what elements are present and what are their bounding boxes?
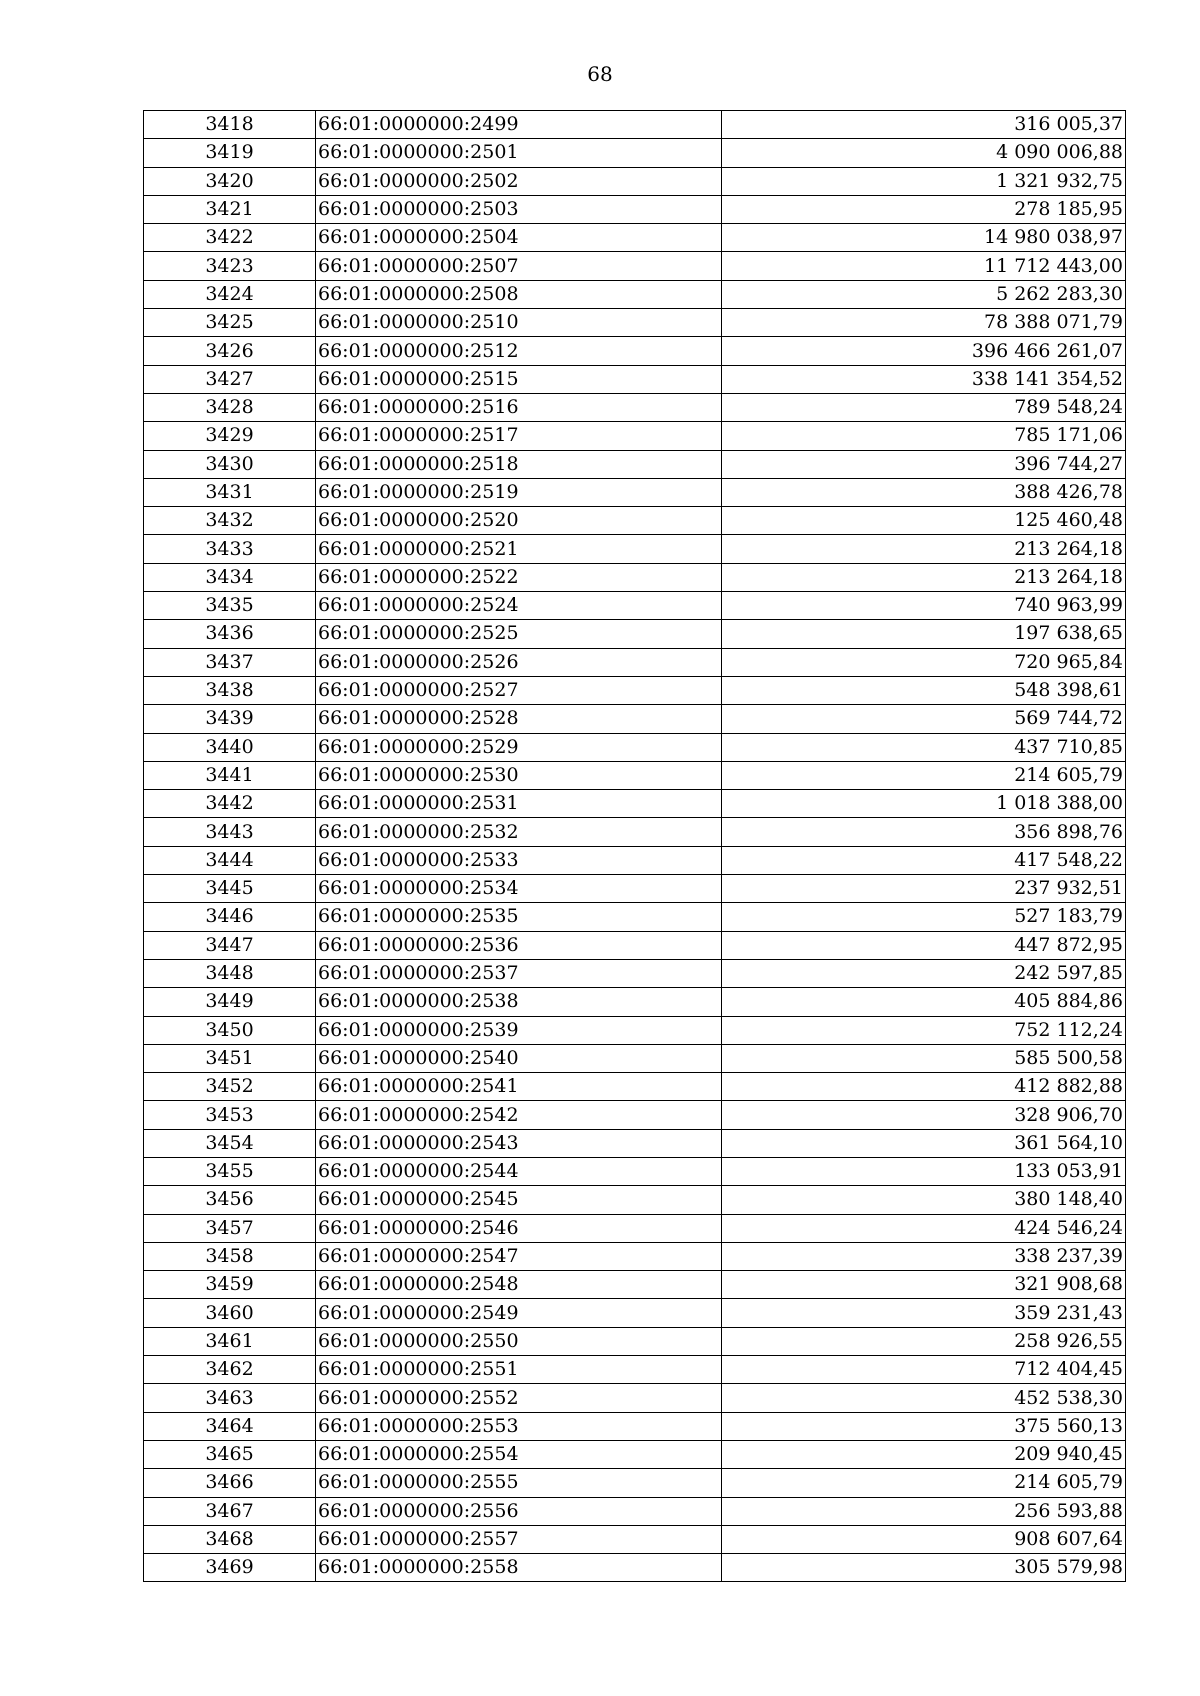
cadastral-number-cell: 66:01:0000000:2515 (316, 365, 722, 393)
cadastral-number-cell: 66:01:0000000:2532 (316, 818, 722, 846)
table-row (144, 931, 1126, 959)
table-row (144, 252, 1126, 280)
table-row (144, 450, 1126, 478)
cadastral-number-cell: 66:01:0000000:2551 (316, 1356, 722, 1384)
cadastral-value-cell: 396 466 261,07 (722, 337, 1126, 365)
table-row (144, 1073, 1126, 1101)
table-row (144, 1129, 1126, 1157)
table-row (144, 1356, 1126, 1384)
table-row (144, 563, 1126, 591)
cadastral-value-cell: 437 710,85 (722, 733, 1126, 761)
table-row (144, 1497, 1126, 1525)
cadastral-number-cell: 66:01:0000000:2527 (316, 676, 722, 704)
cadastral-value-cell: 789 548,24 (722, 393, 1126, 421)
row-number-cell: 3457 (144, 1214, 316, 1242)
table-row (144, 1440, 1126, 1468)
row-number-cell: 3419 (144, 139, 316, 167)
table-row (144, 761, 1126, 789)
cadastral-number-cell: 66:01:0000000:2554 (316, 1440, 722, 1468)
row-number-cell: 3456 (144, 1186, 316, 1214)
row-number-cell: 3466 (144, 1469, 316, 1497)
cadastral-number-cell: 66:01:0000000:2525 (316, 620, 722, 648)
row-number-cell: 3447 (144, 931, 316, 959)
table-row (144, 535, 1126, 563)
row-number-cell: 3452 (144, 1073, 316, 1101)
cadastral-number-cell: 66:01:0000000:2517 (316, 422, 722, 450)
table-row (144, 1214, 1126, 1242)
cadastral-number-cell: 66:01:0000000:2550 (316, 1327, 722, 1355)
row-number-cell: 3430 (144, 450, 316, 478)
cadastral-number-cell: 66:01:0000000:2504 (316, 224, 722, 252)
cadastral-number-cell: 66:01:0000000:2545 (316, 1186, 722, 1214)
cadastral-value-cell: 908 607,64 (722, 1525, 1126, 1553)
cadastral-value-cell: 417 548,22 (722, 846, 1126, 874)
row-number-cell: 3446 (144, 903, 316, 931)
table-row (144, 1186, 1126, 1214)
cadastral-number-cell: 66:01:0000000:2521 (316, 535, 722, 563)
cadastral-number-cell: 66:01:0000000:2543 (316, 1129, 722, 1157)
cadastral-number-cell: 66:01:0000000:2546 (316, 1214, 722, 1242)
cadastral-value-cell: 338 141 354,52 (722, 365, 1126, 393)
table-row (144, 1016, 1126, 1044)
row-number-cell: 3454 (144, 1129, 316, 1157)
cadastral-number-cell: 66:01:0000000:2557 (316, 1525, 722, 1553)
cadastral-value-cell: 405 884,86 (722, 988, 1126, 1016)
cadastral-number-cell: 66:01:0000000:2508 (316, 280, 722, 308)
cadastral-value-cell: 133 053,91 (722, 1157, 1126, 1185)
table-row (144, 1525, 1126, 1553)
cadastral-value-cell: 585 500,58 (722, 1044, 1126, 1072)
row-number-cell: 3453 (144, 1101, 316, 1129)
row-number-cell: 3434 (144, 563, 316, 591)
cadastral-value-cell: 1 018 388,00 (722, 790, 1126, 818)
table-row (144, 365, 1126, 393)
cadastral-value-cell: 388 426,78 (722, 478, 1126, 506)
table-row (144, 959, 1126, 987)
cadastral-value-cell: 396 744,27 (722, 450, 1126, 478)
row-number-cell: 3464 (144, 1412, 316, 1440)
cadastral-number-cell: 66:01:0000000:2548 (316, 1271, 722, 1299)
cadastral-number-cell: 66:01:0000000:2520 (316, 507, 722, 535)
cadastral-number-cell: 66:01:0000000:2519 (316, 478, 722, 506)
cadastral-number-cell: 66:01:0000000:2533 (316, 846, 722, 874)
cadastral-value-cell: 278 185,95 (722, 195, 1126, 223)
row-number-cell: 3432 (144, 507, 316, 535)
cadastral-value-cell: 452 538,30 (722, 1384, 1126, 1412)
row-number-cell: 3428 (144, 393, 316, 421)
table-row (144, 988, 1126, 1016)
table-row (144, 1554, 1126, 1582)
row-number-cell: 3435 (144, 592, 316, 620)
cadastral-value-cell: 214 605,79 (722, 1469, 1126, 1497)
cadastral-number-cell: 66:01:0000000:2544 (316, 1157, 722, 1185)
cadastral-value-cell: 720 965,84 (722, 648, 1126, 676)
row-number-cell: 3426 (144, 337, 316, 365)
row-number-cell: 3443 (144, 818, 316, 846)
cadastral-number-cell: 66:01:0000000:2502 (316, 167, 722, 195)
table-row (144, 733, 1126, 761)
table-row (144, 1271, 1126, 1299)
cadastral-number-cell: 66:01:0000000:2518 (316, 450, 722, 478)
cadastral-value-cell: 242 597,85 (722, 959, 1126, 987)
cadastral-value-cell: 359 231,43 (722, 1299, 1126, 1327)
cadastral-value-cell: 214 605,79 (722, 761, 1126, 789)
row-number-cell: 3438 (144, 676, 316, 704)
table-row (144, 1327, 1126, 1355)
cadastral-value-cell: 321 908,68 (722, 1271, 1126, 1299)
cadastral-value-cell: 1 321 932,75 (722, 167, 1126, 195)
table-row (144, 648, 1126, 676)
cadastral-number-cell: 66:01:0000000:2538 (316, 988, 722, 1016)
row-number-cell: 3420 (144, 167, 316, 195)
cadastral-value-cell: 316 005,37 (722, 111, 1126, 139)
row-number-cell: 3461 (144, 1327, 316, 1355)
row-number-cell: 3449 (144, 988, 316, 1016)
row-number-cell: 3462 (144, 1356, 316, 1384)
row-number-cell: 3425 (144, 309, 316, 337)
row-number-cell: 3458 (144, 1242, 316, 1270)
row-number-cell: 3468 (144, 1525, 316, 1553)
cadastral-value-cell: 740 963,99 (722, 592, 1126, 620)
cadastral-value-cell: 712 404,45 (722, 1356, 1126, 1384)
row-number-cell: 3459 (144, 1271, 316, 1299)
table-row (144, 790, 1126, 818)
table-row (144, 1157, 1126, 1185)
cadastral-number-cell: 66:01:0000000:2539 (316, 1016, 722, 1044)
row-number-cell: 3463 (144, 1384, 316, 1412)
cadastral-value-cell: 125 460,48 (722, 507, 1126, 535)
table-row (144, 903, 1126, 931)
table-row (144, 167, 1126, 195)
row-number-cell: 3427 (144, 365, 316, 393)
row-number-cell: 3448 (144, 959, 316, 987)
cadastral-value-cell: 361 564,10 (722, 1129, 1126, 1157)
table-row (144, 393, 1126, 421)
cadastral-number-cell: 66:01:0000000:2512 (316, 337, 722, 365)
cadastral-number-cell: 66:01:0000000:2558 (316, 1554, 722, 1582)
row-number-cell: 3422 (144, 224, 316, 252)
row-number-cell: 3465 (144, 1440, 316, 1468)
table-row (144, 280, 1126, 308)
table-row (144, 705, 1126, 733)
cadastral-value-cell: 375 560,13 (722, 1412, 1126, 1440)
table-row (144, 422, 1126, 450)
cadastral-value-cell: 752 112,24 (722, 1016, 1126, 1044)
row-number-cell: 3441 (144, 761, 316, 789)
table-row (144, 1242, 1126, 1270)
cadastral-number-cell: 66:01:0000000:2503 (316, 195, 722, 223)
row-number-cell: 3433 (144, 535, 316, 563)
cadastral-value-cell: 412 882,88 (722, 1073, 1126, 1101)
table-row (144, 875, 1126, 903)
cadastral-number-cell: 66:01:0000000:2549 (316, 1299, 722, 1327)
row-number-cell: 3431 (144, 478, 316, 506)
cadastral-value-cell: 256 593,88 (722, 1497, 1126, 1525)
row-number-cell: 3460 (144, 1299, 316, 1327)
row-number-cell: 3437 (144, 648, 316, 676)
cadastral-value-cell: 356 898,76 (722, 818, 1126, 846)
table-row (144, 139, 1126, 167)
table-row (144, 1384, 1126, 1412)
cadastral-number-cell: 66:01:0000000:2537 (316, 959, 722, 987)
row-number-cell: 3455 (144, 1157, 316, 1185)
cadastral-value-cell: 213 264,18 (722, 563, 1126, 591)
cadastral-number-cell: 66:01:0000000:2507 (316, 252, 722, 280)
cadastral-number-cell: 66:01:0000000:2530 (316, 761, 722, 789)
cadastral-value-cell: 305 579,98 (722, 1554, 1126, 1582)
row-number-cell: 3444 (144, 846, 316, 874)
cadastral-value-cell: 5 262 283,30 (722, 280, 1126, 308)
table-row (144, 337, 1126, 365)
cadastral-number-cell: 66:01:0000000:2536 (316, 931, 722, 959)
table-row (144, 676, 1126, 704)
table-row (144, 309, 1126, 337)
cadastral-value-cell: 785 171,06 (722, 422, 1126, 450)
cadastral-value-cell: 424 546,24 (722, 1214, 1126, 1242)
table-row (144, 1044, 1126, 1072)
cadastral-number-cell: 66:01:0000000:2552 (316, 1384, 722, 1412)
cadastral-number-cell: 66:01:0000000:2535 (316, 903, 722, 931)
row-number-cell: 3467 (144, 1497, 316, 1525)
row-number-cell: 3440 (144, 733, 316, 761)
row-number-cell: 3423 (144, 252, 316, 280)
cadastral-value-cell: 258 926,55 (722, 1327, 1126, 1355)
cadastral-value-cell: 11 712 443,00 (722, 252, 1126, 280)
cadastral-number-cell: 66:01:0000000:2501 (316, 139, 722, 167)
table-row (144, 1299, 1126, 1327)
row-number-cell: 3442 (144, 790, 316, 818)
cadastral-number-cell: 66:01:0000000:2522 (316, 563, 722, 591)
cadastral-value-cell: 78 388 071,79 (722, 309, 1126, 337)
cadastral-number-cell: 66:01:0000000:2529 (316, 733, 722, 761)
table-row (144, 111, 1126, 139)
row-number-cell: 3445 (144, 875, 316, 903)
row-number-cell: 3439 (144, 705, 316, 733)
table-row (144, 1412, 1126, 1440)
row-number-cell: 3421 (144, 195, 316, 223)
table-row (144, 818, 1126, 846)
cadastral-value-cell: 14 980 038,97 (722, 224, 1126, 252)
cadastral-number-cell: 66:01:0000000:2542 (316, 1101, 722, 1129)
table-row (144, 224, 1126, 252)
cadastral-number-cell: 66:01:0000000:2531 (316, 790, 722, 818)
table-row (144, 592, 1126, 620)
cadastral-value-cell: 213 264,18 (722, 535, 1126, 563)
table-row (144, 846, 1126, 874)
page-number: 68 (587, 62, 613, 86)
cadastral-number-cell: 66:01:0000000:2553 (316, 1412, 722, 1440)
cadastral-number-cell: 66:01:0000000:2555 (316, 1469, 722, 1497)
cadastral-number-cell: 66:01:0000000:2540 (316, 1044, 722, 1072)
cadastral-number-cell: 66:01:0000000:2510 (316, 309, 722, 337)
table-body (144, 111, 1126, 1582)
table-row (144, 620, 1126, 648)
cadastral-value-table (143, 110, 1126, 1582)
row-number-cell: 3451 (144, 1044, 316, 1072)
cadastral-value-cell: 338 237,39 (722, 1242, 1126, 1270)
row-number-cell: 3450 (144, 1016, 316, 1044)
cadastral-value-cell: 197 638,65 (722, 620, 1126, 648)
cadastral-number-cell: 66:01:0000000:2526 (316, 648, 722, 676)
cadastral-value-cell: 569 744,72 (722, 705, 1126, 733)
cadastral-number-cell: 66:01:0000000:2534 (316, 875, 722, 903)
cadastral-number-cell: 66:01:0000000:2556 (316, 1497, 722, 1525)
cadastral-value-cell: 447 872,95 (722, 931, 1126, 959)
row-number-cell: 3436 (144, 620, 316, 648)
row-number-cell: 3418 (144, 111, 316, 139)
row-number-cell: 3424 (144, 280, 316, 308)
cadastral-value-cell: 209 940,45 (722, 1440, 1126, 1468)
table-row (144, 1469, 1126, 1497)
row-number-cell: 3469 (144, 1554, 316, 1582)
cadastral-value-cell: 380 148,40 (722, 1186, 1126, 1214)
cadastral-value-cell: 237 932,51 (722, 875, 1126, 903)
cadastral-number-cell: 66:01:0000000:2499 (316, 111, 722, 139)
cadastral-value-cell: 527 183,79 (722, 903, 1126, 931)
table-row (144, 478, 1126, 506)
cadastral-number-cell: 66:01:0000000:2516 (316, 393, 722, 421)
cadastral-number-cell: 66:01:0000000:2541 (316, 1073, 722, 1101)
cadastral-value-cell: 548 398,61 (722, 676, 1126, 704)
table-row (144, 1101, 1126, 1129)
table-row (144, 507, 1126, 535)
cadastral-value-cell: 4 090 006,88 (722, 139, 1126, 167)
cadastral-number-cell: 66:01:0000000:2547 (316, 1242, 722, 1270)
cadastral-number-cell: 66:01:0000000:2524 (316, 592, 722, 620)
row-number-cell: 3429 (144, 422, 316, 450)
cadastral-value-cell: 328 906,70 (722, 1101, 1126, 1129)
table-row (144, 195, 1126, 223)
cadastral-number-cell: 66:01:0000000:2528 (316, 705, 722, 733)
